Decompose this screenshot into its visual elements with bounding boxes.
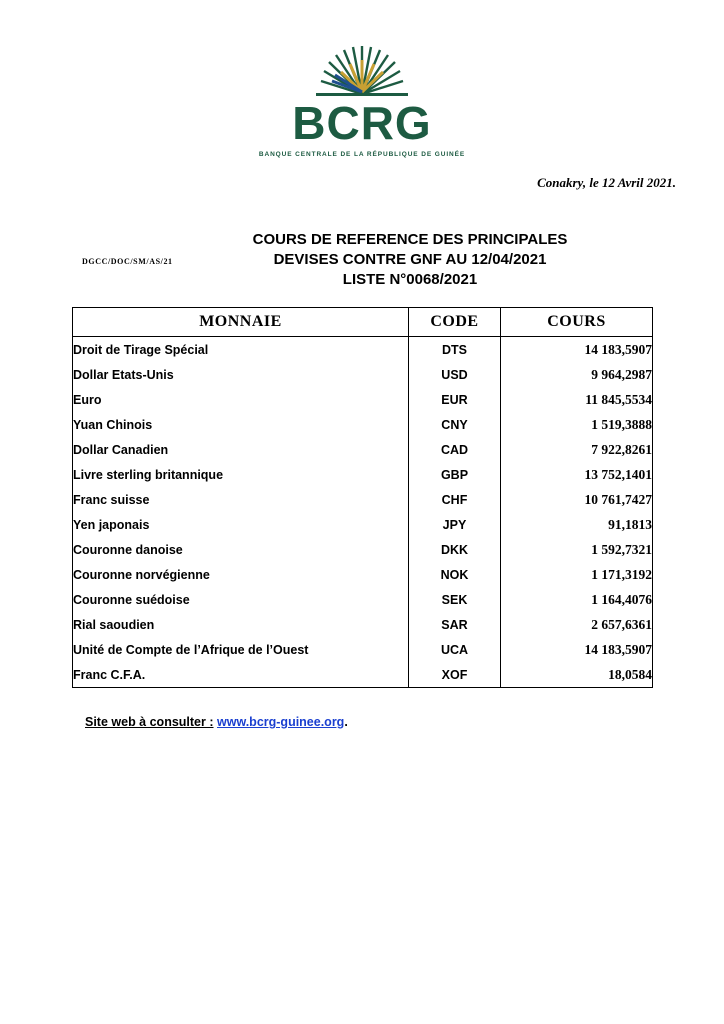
table-row [73, 487, 653, 512]
cell-currency-rate: 9 964,2987 [501, 362, 653, 387]
cell-currency-code: CNY [409, 412, 501, 437]
table-row [73, 662, 653, 688]
cell-currency-code: DTS [409, 337, 501, 363]
column-header-rate: COURS [501, 308, 653, 337]
cell-currency-rate: 91,1813 [501, 512, 653, 537]
title-line-3: LISTE N°0068/2021 [342, 270, 478, 288]
table-row [73, 612, 653, 637]
cell-currency-rate: 2 657,6361 [501, 612, 653, 637]
table-row [73, 587, 653, 612]
table-row [73, 512, 653, 537]
column-header-code: CODE [409, 308, 501, 337]
cell-currency-name: Droit de Tirage Spécial [73, 337, 409, 363]
cell-currency-rate: 18,0584 [501, 662, 653, 688]
cell-currency-code: UCA [409, 637, 501, 662]
table-body [73, 337, 653, 688]
cell-currency-name: Dollar Etats-Unis [73, 362, 409, 387]
cell-currency-name: Yuan Chinois [73, 412, 409, 437]
cell-currency-code: GBP [409, 462, 501, 487]
table-header-row [73, 308, 653, 337]
cell-currency-name: Livre sterling britannique [73, 462, 409, 487]
cell-currency-name: Yen japonais [73, 512, 409, 537]
cell-currency-rate: 1 171,3192 [501, 562, 653, 587]
cell-currency-code: DKK [409, 537, 501, 562]
cell-currency-rate: 1 164,4076 [501, 587, 653, 612]
cell-currency-name: Couronne danoise [73, 537, 409, 562]
title-line-1: COURS DE REFERENCE DES PRINCIPALES [252, 231, 568, 248]
cell-currency-rate: 1 592,7321 [501, 537, 653, 562]
rising-sun-rays-emblem-icon [298, 40, 426, 98]
cell-currency-code: EUR [409, 387, 501, 412]
cell-currency-rate: 1 519,3888 [501, 412, 653, 437]
cell-currency-rate: 10 761,7427 [501, 487, 653, 512]
table-row [73, 387, 653, 412]
cell-currency-name: Couronne suédoise [73, 587, 409, 612]
cell-currency-code: SEK [409, 587, 501, 612]
place-and-date: Conakry, le 12 Avril 2021. [537, 175, 676, 190]
cell-currency-code: XOF [409, 662, 501, 688]
column-header-currency: MONNAIE [73, 308, 409, 337]
logo-wordmark: BCRG [292, 97, 432, 149]
cell-currency-rate: 14 183,5907 [501, 637, 653, 662]
exchange-rates-table [72, 307, 653, 688]
cell-currency-rate: 7 922,8261 [501, 437, 653, 462]
cell-currency-name: Dollar Canadien [73, 437, 409, 462]
table-row [73, 437, 653, 462]
cell-currency-code: CHF [409, 487, 501, 512]
website-url-link[interactable]: www.bcrg-guinee.org [217, 715, 345, 729]
table-row [73, 537, 653, 562]
cell-currency-rate: 13 752,1401 [501, 462, 653, 487]
table-row [73, 337, 653, 363]
title-line-2: DEVISES CONTRE GNF AU 12/04/2021 [273, 250, 547, 268]
cell-currency-name: Franc C.F.A. [73, 662, 409, 688]
bank-logo [0, 40, 724, 158]
cell-currency-name: Couronne norvégienne [73, 562, 409, 587]
cell-currency-code: USD [409, 362, 501, 387]
cell-currency-code: CAD [409, 437, 501, 462]
cell-currency-name: Franc suisse [73, 487, 409, 512]
cell-currency-code: JPY [409, 512, 501, 537]
cell-currency-name: Unité de Compte de l’Afrique de l’Ouest [73, 637, 409, 662]
website-label: Site web à consulter : [85, 715, 214, 729]
cell-currency-rate: 11 845,5534 [501, 387, 653, 412]
page-title [175, 230, 645, 290]
cell-currency-code: SAR [409, 612, 501, 637]
cell-currency-code: NOK [409, 562, 501, 587]
table-row [73, 562, 653, 587]
table-row [73, 637, 653, 662]
reference-code: DGCC/DOC/SM/AS/21 [82, 257, 173, 266]
table-row [73, 362, 653, 387]
cell-currency-name: Euro [73, 387, 409, 412]
table-row [73, 412, 653, 437]
website-footer [85, 715, 348, 729]
cell-currency-name: Rial saoudien [73, 612, 409, 637]
table-row [73, 462, 653, 487]
logo-subtitle: BANQUE CENTRALE DE LA RÉPUBLIQUE DE GUINÉE [258, 151, 466, 158]
footer-period: . [344, 715, 348, 729]
cell-currency-rate: 14 183,5907 [501, 337, 653, 363]
